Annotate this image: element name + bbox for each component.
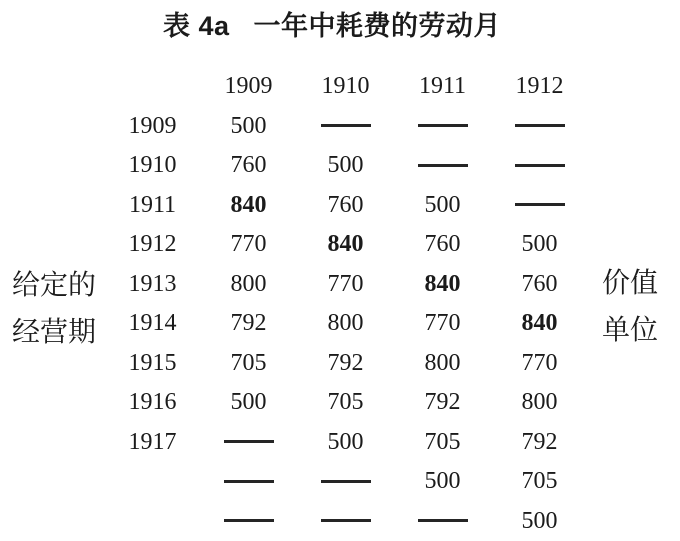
table-cell [297, 467, 394, 495]
row-year-label: 1917 [128, 428, 177, 455]
table-cell: 500 [521, 231, 558, 258]
table-cell: 500 [327, 428, 364, 455]
table-cell: 792 [327, 349, 364, 376]
table-cell: 800 [424, 349, 461, 376]
table-cell: 792 [521, 428, 558, 455]
right-unit-label-line2: 单位 [602, 315, 659, 346]
table-cell: 840 [424, 270, 461, 297]
table-cell: 770 [521, 349, 558, 376]
table-cell: 705 [327, 389, 364, 416]
labor-months-table [105, 66, 588, 541]
row-year-label: 1909 [128, 112, 177, 139]
empty-cell-dash [224, 519, 274, 522]
table-cell: 770 [230, 231, 267, 258]
table-cell [297, 112, 394, 140]
table-row [105, 146, 588, 186]
empty-cell-dash [321, 519, 371, 522]
column-header-1911: 1911 [418, 73, 467, 99]
empty-cell-dash [321, 124, 371, 127]
table-cell: 500 [424, 191, 461, 218]
column-header-1912: 1912 [515, 73, 564, 99]
row-year-label: 1911 [128, 191, 177, 218]
empty-cell-dash [515, 164, 565, 167]
table-cell: 760 [327, 191, 364, 218]
table-cell: 800 [521, 389, 558, 416]
table-cell: 705 [424, 428, 461, 455]
table-cell [394, 151, 491, 179]
table-row [105, 264, 588, 304]
row-year-label: 1914 [128, 310, 177, 337]
left-axis-label-line1: 给定的 [12, 270, 97, 301]
empty-cell-dash [515, 203, 565, 206]
row-year-label: 1916 [128, 389, 177, 416]
table-cell [491, 191, 588, 219]
empty-cell-dash [515, 124, 565, 127]
table-cell: 840 [521, 310, 558, 337]
row-year-label: 1912 [128, 231, 177, 258]
table-cell [200, 507, 297, 535]
table-cell: 760 [424, 231, 461, 258]
table-row [105, 422, 588, 462]
row-year-label: 1915 [128, 349, 177, 376]
table-cell: 500 [424, 468, 461, 495]
left-axis-label-line2: 经营期 [12, 317, 97, 348]
right-unit-label-line1: 价值 [602, 268, 659, 299]
table-cell: 760 [230, 152, 267, 179]
table-row [105, 383, 588, 423]
table-row [105, 462, 588, 502]
table-cell: 500 [521, 507, 558, 534]
table-cell: 705 [230, 349, 267, 376]
table-cell: 792 [230, 310, 267, 337]
table-cell: 500 [327, 152, 364, 179]
table-header-row [105, 66, 588, 106]
right-unit-label [602, 260, 658, 354]
table-cell [200, 467, 297, 495]
empty-cell-dash [418, 519, 468, 522]
empty-cell-dash [224, 440, 274, 443]
empty-cell-dash [224, 480, 274, 483]
table-cell [394, 507, 491, 535]
table-row [105, 106, 588, 146]
table-cell [491, 151, 588, 179]
table-body [105, 106, 588, 541]
empty-cell-dash [321, 480, 371, 483]
table-row [105, 343, 588, 383]
empty-cell-dash [418, 164, 468, 167]
table-cell: 500 [230, 389, 267, 416]
table-cell: 705 [521, 468, 558, 495]
table-row [105, 501, 588, 541]
column-header-1910: 1910 [321, 73, 370, 99]
table-row [105, 185, 588, 225]
table-cell: 770 [424, 310, 461, 337]
table-row [105, 225, 588, 265]
row-year-label: 1913 [128, 270, 177, 297]
table-title-text: 一年中耗费的劳动月 [253, 11, 502, 41]
table-cell [491, 112, 588, 140]
table-cell: 760 [521, 270, 558, 297]
left-axis-label [12, 262, 96, 356]
table-cell [297, 507, 394, 535]
table-cell: 840 [230, 191, 267, 218]
table-cell: 500 [230, 112, 267, 139]
table-cell: 770 [327, 270, 364, 297]
table-cell [200, 428, 297, 456]
row-year-label: 1910 [128, 152, 177, 179]
table-number: 表 4a [163, 11, 230, 41]
table-cell [394, 112, 491, 140]
table-cell: 792 [424, 389, 461, 416]
empty-cell-dash [418, 124, 468, 127]
table-cell: 800 [327, 310, 364, 337]
table-row [105, 304, 588, 344]
table-title [163, 11, 501, 41]
table-cell: 840 [327, 231, 364, 258]
column-header-1909: 1909 [224, 73, 273, 99]
table-cell: 800 [230, 270, 267, 297]
